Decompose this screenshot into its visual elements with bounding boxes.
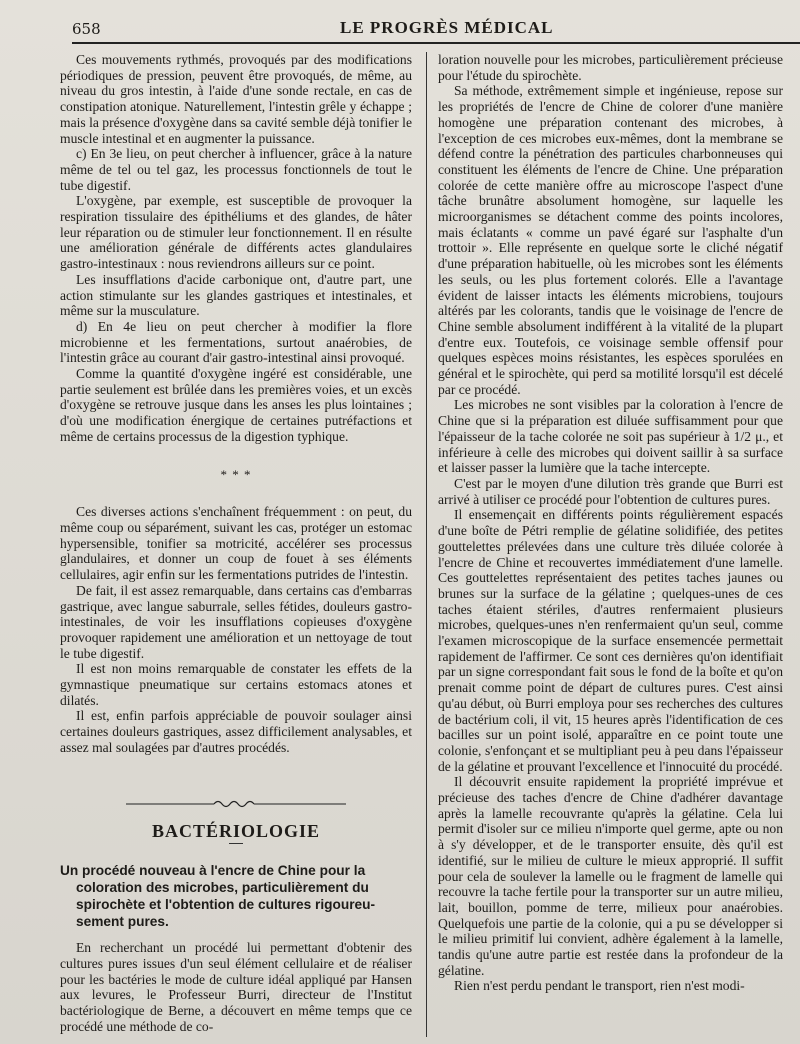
paragraph: Rien n'est perdu pendant le transport, rien n'est modi- <box>454 978 745 994</box>
header-rule <box>72 42 800 44</box>
right-column <box>438 52 783 994</box>
paragraph: Sa méthode, extrêmement simple et ingénieuse, repose sur les propriétés de l'encre de Chine de colorer d'une manière homogène une préparation contenant des microbes, à l'exception de ces microbes eux-mêmes, dont la membrane se défend contre la pénétration des particules charbonneuses qui constituent les éléments de l'encre de Chine. Une préparation colorée de cette manière offre au microscope l'aspect d'une tâche brunâtre absolument homogène, sur laquelle les microorganismes se détachent comme des points incolores, mais éclatants « comme un pavé égaré sur l'asphalte d'un trottoir ». Elle représente en quelque sorte le cliché négatif d'une préparation habituelle, où les microbes sont les éléments les seuls, ou les plus fortement colorés. Elle a l'avantage évident de laisser intacts les éléments microbiens, toujours altérés par les colorants, tandis que le voisinage de l'encre de Chine semble absolument indifférent à la vitalité de la plupart d'entre eux. Toutefois, ce voisinage semble offensif pour quelques espèces moins résistantes, les espèces sporulées en général et le spirochète, qui perd sa motilité lorsqu'il est décelé par ce procédé. <box>438 83 783 397</box>
paragraph: Les microbes ne sont visibles par la coloration à l'encre de Chine que si la préparation est diluée suffisamment pour que l'épaisseur de la tache colorée ne soit pas supérieur à 1/2 μ., et inférieure à celle des microbes qui doivent saillir à sa surface et laisser passer la lumière que la tache intercepte. <box>438 397 783 476</box>
running-title: LE PROGRÈS MÉDICAL <box>340 18 554 37</box>
article-title-line: Un procédé nouveau à l'encre de Chine pour la <box>60 863 366 879</box>
paragraph: L'oxygène, par exemple, est susceptible de provoquer la respiration tissulaire des épithéliums et des glandes, de hâter leur réparation ou de stimuler leur fonctionnement. Il en résulte une amélioration générale de différents actes glandulaires gastro-intestinaux : nous reviendrons ailleurs sur ce point. <box>60 193 412 272</box>
page-number: 658 <box>72 20 101 38</box>
paragraph: c) En 3e lieu, on peut chercher à influencer, grâce à la nature même de tel ou tel gaz, les processus fonctionnels de tout le tube digestif. <box>60 146 412 193</box>
paragraph: d) En 4e lieu on peut chercher à modifier la flore microbienne et les fermentations, surtout anaérobies, de l'intestin grâce au courant d'air gastro-intestinal ainsi provoqué. <box>60 318 412 366</box>
left-column <box>60 52 412 1034</box>
paragraph: De fait, il est assez remarquable, dans certains cas d'embarras gastrique, avec langue saburrale, selles fétides, douleurs gastro-intestinales, de voir les insufflations copieuses d'oxygène provoquer rapidement une amélioration et un nettoyage de tout le tube digestif. <box>60 582 412 661</box>
article-title-line: sement pures. <box>76 914 169 930</box>
section-title: BACTÉRIOLOGIE <box>151 820 321 841</box>
paragraph: Il est non moins remarquable de constater les effets de la gymnastique pneumatique sur certains estomacs atones et dilatés. <box>60 661 412 708</box>
column-divider <box>426 52 427 1037</box>
paragraph: loration nouvelle pour les microbes, particulièrement précieuse pour l'étude du spirochète. <box>438 52 783 83</box>
section-separator: * * * <box>220 466 252 482</box>
title-underline <box>229 843 243 844</box>
article-title <box>60 862 412 930</box>
paragraph: Il ensemençait en différents points régulièrement espacés d'une boîte de Pétri remplie de gélatine solidifiée, des petites gouttelettes prélevées dans une culture très diluée colorée à l'encre de Chine et recouvertes immédiatement d'une lamelle. Ces gouttelettes représentaient des petites taches jaunes ou brunes sur la surface de la gélatine ; quelques-unes de ces taches étaient stériles, d'autres renfermaient plusieurs microbes, quelques-unes n'en renfermaient qu'un seul, comme l'examen microscopique de la surface ensemencée permettait rapidement de l'affirmer. Ce sont ces dernières qu'on identifiait par un signe correspondant fait sous le fond de la boîte et qu'on prenait comme point de départ de cultures pures. C'est ainsi qu'au début, où Burri employa pour ses recherches des cultures de bactérium coli, il vit, 15 heures après l'identification de ces bacilles sur un point isolé, apparaître en ce point toute une colonie, s'enfonçant et se multipliant peu à peu dans l'épaisseur de la gélatine et prouvant l'excellence et l'innocuité du procédé. <box>438 507 783 774</box>
paragraph: Il est, enfin parfois appréciable de pouvoir soulager ainsi certaines douleurs gastriques, assez difficilement analysables, et assez mal soulagées par d'autres procédés. <box>60 708 412 755</box>
paragraph: En recherchant un procédé lui permettant d'obtenir des cultures pures issues d'un seul élément cellulaire et de réaliser pour les bactéries le mode de culture idéal appliqué par Hansen aux levures, le Professeur Burri, directeur de l'Institut bactériologique de Berne, a découvert en même temps que ce procédé une méthode de co- <box>60 940 412 1034</box>
paragraph: Il découvrit ensuite rapidement la propriété imprévue et précieuse des taches d'encre de Chine d'adhérer davantage après la lamelle recouvrante qu'après la gélatine. Cela lui permit d'isoler sur ce milieu n'importe quel germe, apte ou non à s'y développer, et de le transporter ensuite, dès qu'il est identifié, sur le milieu de culture le mieux approprié. Il suffit pour cela de soulever la lamelle ou le fragment de lamelle qui recouvre la tache fertile pour la transporter sur un autre milieu, lait, bouillon, pomme de terre, milieux pour anaérobies. Quelquefois une partie de la colonie, qui a pu se développer si le milieu primitif lui convient, adhère également à la lamelle, tandis qu'une autre partie est restée dans la profondeur de la gélatine. <box>438 774 783 978</box>
page-header <box>50 14 785 44</box>
paragraph: Les insufflations d'acide carbonique ont, d'autre part, une action stimulante sur les glandes gastriques et intestinales, et même sur la musculature. <box>60 271 412 319</box>
paragraph: Comme la quantité d'oxygène ingéré est considérable, une partie seulement est brûlée dans les premières voies, et un excès d'oxygène se retrouve jusque dans les anses les plus lointaines ; d'où une modification énergique de certaines putréfactions et même de certains processus de la digestion typhique. <box>60 366 412 444</box>
ornamental-rule <box>126 798 346 810</box>
article-title-line: spirochète et l'obtention de cultures rigoureu- <box>76 897 376 913</box>
paragraph: C'est par le moyen d'une dilution très grande que Burri est arrivé à utiliser ce procédé pour l'obtention de cultures pures. <box>438 475 783 507</box>
paragraph: Ces diverses actions s'enchaînent fréquemment : on peut, du même coup ou séparément, suivant les cas, protéger un estomac hypersensible, tonifier sa motricité, accélérer ses processus glandulaires, et donner un coup de fouet à ses éléments cellulaires, agir enfin sur les fermentations putrides de l'intestin. <box>60 504 412 583</box>
paragraph: Ces mouvements rythmés, provoqués par des modifications périodiques de pression, peuvent être provoqués, de même, au niveau du gros intestin, à l'aide d'une sonde rectale, en cas de constipation atonique. Naturellement, l'intestin grêle y échappe ; mais la présence d'oxygène dans sa cavité semble déjà tonifier le muscle intestinal et en augmenter la puissance. <box>60 52 412 146</box>
article-title-line: coloration des microbes, particulièrement du <box>76 880 369 896</box>
